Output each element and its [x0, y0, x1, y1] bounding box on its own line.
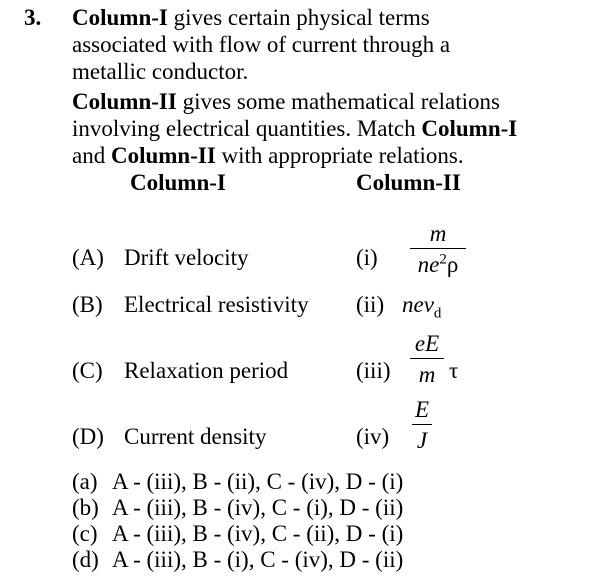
stem-line-3: metallic conductor.	[72, 59, 249, 84]
option-d-label: (d)	[72, 547, 99, 572]
stem-bold-column-2: Column-II	[72, 89, 177, 114]
row-a-label: (A)	[72, 245, 104, 270]
column-2-header: Column-II	[356, 170, 461, 195]
formula-iv-denominator: J	[416, 428, 428, 453]
formula-iv	[412, 398, 432, 452]
option-a-label: (a)	[72, 469, 98, 494]
stem-bold-column-1: Column-I	[72, 5, 168, 30]
option-b-label: (b)	[72, 495, 99, 520]
stem-line-2: associated with flow of current through a	[72, 32, 451, 57]
formula-iv-numerator: E	[414, 397, 430, 422]
formula-ii: nev$_d$	[402, 292, 442, 322]
option-c-label: (c)	[72, 521, 98, 546]
formula-iii-tau: τ	[449, 358, 459, 383]
stem-text-5: involving electrical quantities. Match	[72, 116, 422, 141]
formula-iii-denominator: m	[418, 362, 436, 387]
formula-iv-bar	[412, 424, 432, 425]
formula-i-bar	[410, 248, 466, 249]
stem-and: and	[72, 143, 111, 168]
formula-i	[410, 222, 466, 276]
row-b-label: (B)	[72, 292, 103, 317]
stem-text-6: with appropriate relations.	[215, 143, 464, 168]
option-d-text: A - (iii), B - (i), C - (iv), D - (ii)	[112, 547, 404, 572]
row-d-label: (D)	[72, 424, 104, 449]
stem-bold-column-1b: Column-I	[421, 116, 518, 141]
formula-i-numerator: m	[429, 221, 447, 246]
question-number: 3.	[24, 5, 42, 30]
stem-line-6	[72, 144, 464, 167]
formula-iii-bar	[410, 358, 444, 359]
stem-bold-column-2b: Column-II	[110, 143, 216, 168]
row-a-num: (i)	[356, 245, 378, 270]
row-c-term: Relaxation period	[124, 358, 289, 383]
row-a-term: Drift velocity	[124, 245, 249, 270]
row-d-term: Current density	[124, 424, 267, 449]
option-c-text: A - (iii), B - (iv), C - (ii), D - (i)	[112, 521, 404, 546]
option-a-text: A - (iii), B - (ii), C - (iv), D - (i)	[112, 469, 404, 494]
row-c-num: (iii)	[356, 358, 391, 383]
option-b-text: A - (iii), B - (iv), C - (i), D - (ii)	[112, 495, 404, 520]
row-d-num: (iv)	[356, 424, 390, 449]
formula-iii	[410, 332, 444, 386]
stem-line-4	[72, 90, 500, 113]
formula-i-denominator: $ne^2\rho$	[417, 251, 459, 277]
stem-text-1: gives certain physical terms	[167, 5, 430, 30]
stem-line-1	[72, 6, 430, 29]
formula-iii-numerator: eE	[414, 331, 440, 356]
row-c-label: (C)	[72, 358, 103, 383]
stem-line-5	[72, 117, 517, 140]
stem-text-4: gives some mathematical relations	[176, 89, 500, 114]
row-b-term: Electrical resistivity	[124, 292, 309, 317]
row-b-num: (ii)	[356, 292, 385, 317]
column-1-header: Column-I	[130, 170, 226, 195]
